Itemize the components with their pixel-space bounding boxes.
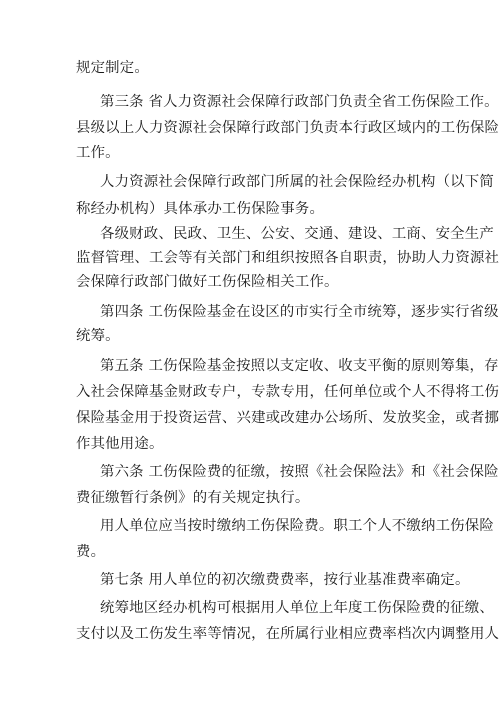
- text-line-5: 人力资源社会保障行政部门所属的社会保险经办机构（以下简: [100, 174, 494, 190]
- text-line-13: 入社会保障基金财政专户，专款专用，任何单位或个人不得将工伤: [76, 384, 500, 400]
- text-line-22: 支付以及工伤发生率等情况，在所属行业相应费率档次内调整用人: [76, 626, 500, 642]
- text-line-9: 会保障行政部门做好工伤保险相关工作。: [76, 274, 339, 290]
- text-line-15: 作其他用途。: [76, 436, 164, 452]
- text-line-8: 监督管理、工会等有关部门和组织按照各自职责，协助人力资源社: [76, 250, 500, 266]
- text-line-20: 第七条 用人单位的初次缴费费率，按行业基准费率确定。: [100, 572, 470, 588]
- text-line-1: 规定制定。: [76, 60, 149, 76]
- text-line-7: 各级财政、民政、卫生、公安、交通、建设、工商、安全生产: [100, 226, 494, 242]
- text-line-17: 费征缴暂行条例》的有关规定执行。: [76, 490, 310, 506]
- text-line-2: 第三条 省人力资源社会保障行政部门负责全省工伤保险工作。: [100, 94, 499, 110]
- text-line-21: 统筹地区经办机构可根据用人单位上年度工伤保险费的征缴、: [100, 600, 494, 616]
- text-line-12: 第五条 工伤保险基金按照以支定收、收支平衡的原则筹集，存: [100, 358, 499, 374]
- text-line-16: 第六条 工伤保险费的征缴，按照《社会保险法》和《社会保险: [100, 464, 499, 480]
- text-line-4: 工作。: [76, 145, 120, 161]
- text-line-19: 费。: [76, 544, 106, 560]
- text-line-3: 县级以上人力资源社会保障行政部门负责本行政区域内的工伤保险: [76, 120, 500, 136]
- text-line-10: 第四条 工伤保险基金在设区的市实行全市统筹，逐步实行省级: [100, 304, 499, 320]
- text-line-18: 用人单位应当按时缴纳工伤保险费。职工个人不缴纳工伤保险: [100, 518, 494, 534]
- text-line-6: 称经办机构）具体承办工伤保险事务。: [76, 201, 325, 217]
- text-line-11: 统筹。: [76, 328, 120, 344]
- text-line-14: 保险基金用于投资运营、兴建或改建办公场所、发放奖金，或者挪: [76, 410, 500, 426]
